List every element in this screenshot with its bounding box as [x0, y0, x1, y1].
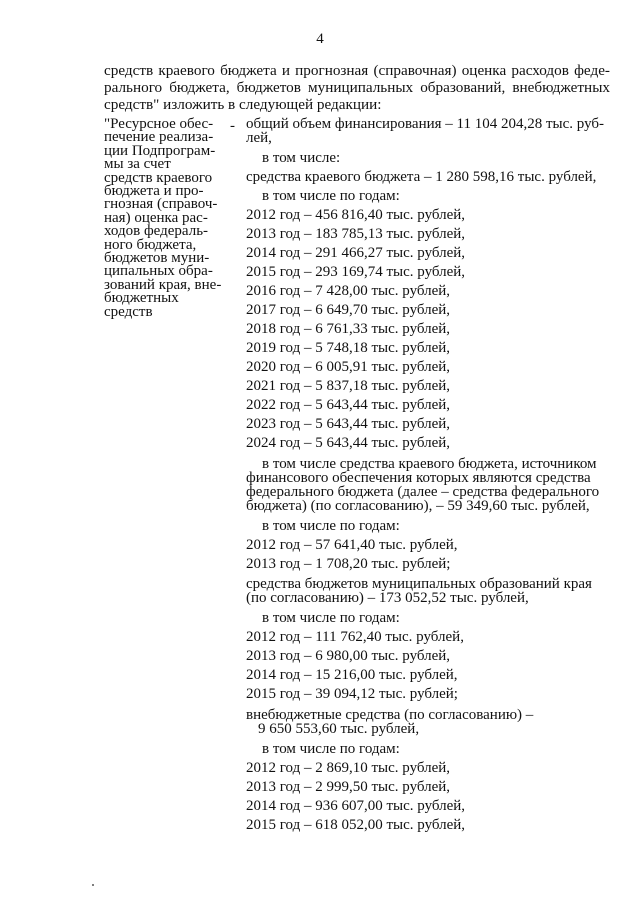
federal-line: финансового обеспечения которых являются средства [246, 470, 591, 486]
year-line: 2022 год – 5 643,44 тыс. рублей, [246, 397, 451, 413]
year-line: 2021 год – 5 837,18 тыс. рублей, [246, 378, 451, 394]
extrabudget-line: внебюджетные средства (по согласованию) – [246, 707, 534, 723]
subheading: в том числе по годам: [262, 610, 400, 626]
scan-speck [92, 884, 94, 886]
label-line: мы за счет [104, 156, 171, 173]
label-line: ная) оценка рас- [104, 209, 208, 226]
page-number: 4 [316, 31, 324, 47]
year-line: 2012 год – 2 869,10 тыс. рублей, [246, 760, 451, 776]
year-line: 2014 год – 936 607,00 тыс. рублей, [246, 798, 466, 814]
intro-paragraph [104, 62, 610, 113]
label-line: печение реализа- [104, 129, 214, 146]
year-line: 2012 год – 57 641,40 тыс. рублей, [246, 537, 458, 553]
year-line: 2020 год – 6 005,91 тыс. рублей, [246, 359, 451, 375]
municipal-line: (по согласованию) – 173 052,52 тыс. рублей, [246, 590, 529, 606]
year-line: 2012 год – 111 762,40 тыс. рублей, [246, 629, 464, 645]
label-line: ходов федераль- [104, 223, 209, 240]
intro-line: рального бюджета, бюджетов муниципальных образований, внебюджетных [104, 79, 610, 96]
label-line: ципальных обра- [104, 263, 213, 280]
year-line: 2024 год – 5 643,44 тыс. рублей, [246, 435, 451, 451]
intro-line: средств" изложить в следующей редакции: [104, 96, 382, 113]
municipal-line: средства бюджетов муниципальных образований края [246, 576, 592, 592]
label-line: зований края, вне- [104, 276, 222, 293]
federal-line: бюджета) (по согласованию), – 59 349,60 тыс. рублей, [246, 498, 590, 514]
year-line: 2013 год – 1 708,20 тыс. рублей; [246, 556, 451, 572]
label-line: ного бюджета, [104, 236, 197, 253]
year-line: 2015 год – 293 169,74 тыс. рублей, [246, 264, 466, 280]
extrabudget-line: 9 650 553,60 тыс. рублей, [258, 721, 420, 737]
year-line: 2012 год – 456 816,40 тыс. рублей, [246, 207, 466, 223]
year-line: 2013 год – 6 980,00 тыс. рублей, [246, 648, 451, 664]
subheading: в том числе по годам: [262, 741, 400, 757]
label-line: средств краевого [104, 169, 213, 186]
federal-line: федерального бюджета (далее – средства федерального [246, 484, 600, 500]
label-line: ции Подпрограм- [104, 142, 216, 159]
subheading: в том числе по годам: [262, 518, 400, 534]
year-line: 2013 год – 2 999,50 тыс. рублей, [246, 779, 451, 795]
label-line: "Ресурсное обес- [104, 116, 214, 132]
label-line: средств [104, 303, 153, 320]
label-line: гнозная (справоч- [104, 196, 218, 213]
label-line: бюджетов муни- [104, 250, 210, 267]
subheading: в том числе по годам: [262, 188, 400, 204]
total-line: лей, [246, 130, 272, 146]
intro-line: средств краевого бюджета и прогнозная (справочная) оценка расходов феде- [104, 62, 610, 79]
federal-line: в том числе средства краевого бюджета, источником [262, 456, 597, 472]
year-line: 2015 год – 39 094,12 тыс. рублей; [246, 686, 458, 702]
year-line: 2017 год – 6 649,70 тыс. рублей, [246, 302, 451, 318]
year-line: 2018 год – 6 761,33 тыс. рублей, [246, 321, 451, 337]
year-line: 2014 год – 291 466,27 тыс. рублей, [246, 245, 466, 261]
label-line: бюджетных [104, 290, 179, 307]
year-line: 2016 год – 7 428,00 тыс. рублей, [246, 283, 451, 299]
year-line: 2023 год – 5 643,44 тыс. рублей, [246, 416, 451, 432]
label-line: бюджета и про- [104, 183, 204, 200]
regional-budget-line: средства краевого бюджета – 1 280 598,16 тыс. рублей, [246, 169, 597, 185]
resource-label-column [104, 118, 234, 319]
separator-dash: - [230, 118, 235, 134]
total-line: общий объем финансирования – 11 104 204,28 тыс. руб- [246, 116, 605, 132]
year-line: 2014 год – 15 216,00 тыс. рублей, [246, 667, 458, 683]
subheading: в том числе: [262, 150, 341, 166]
year-line: 2019 год – 5 748,18 тыс. рублей, [246, 340, 451, 356]
year-line: 2013 год – 183 785,13 тыс. рублей, [246, 226, 466, 242]
year-line: 2015 год – 618 052,00 тыс. рублей, [246, 817, 466, 833]
